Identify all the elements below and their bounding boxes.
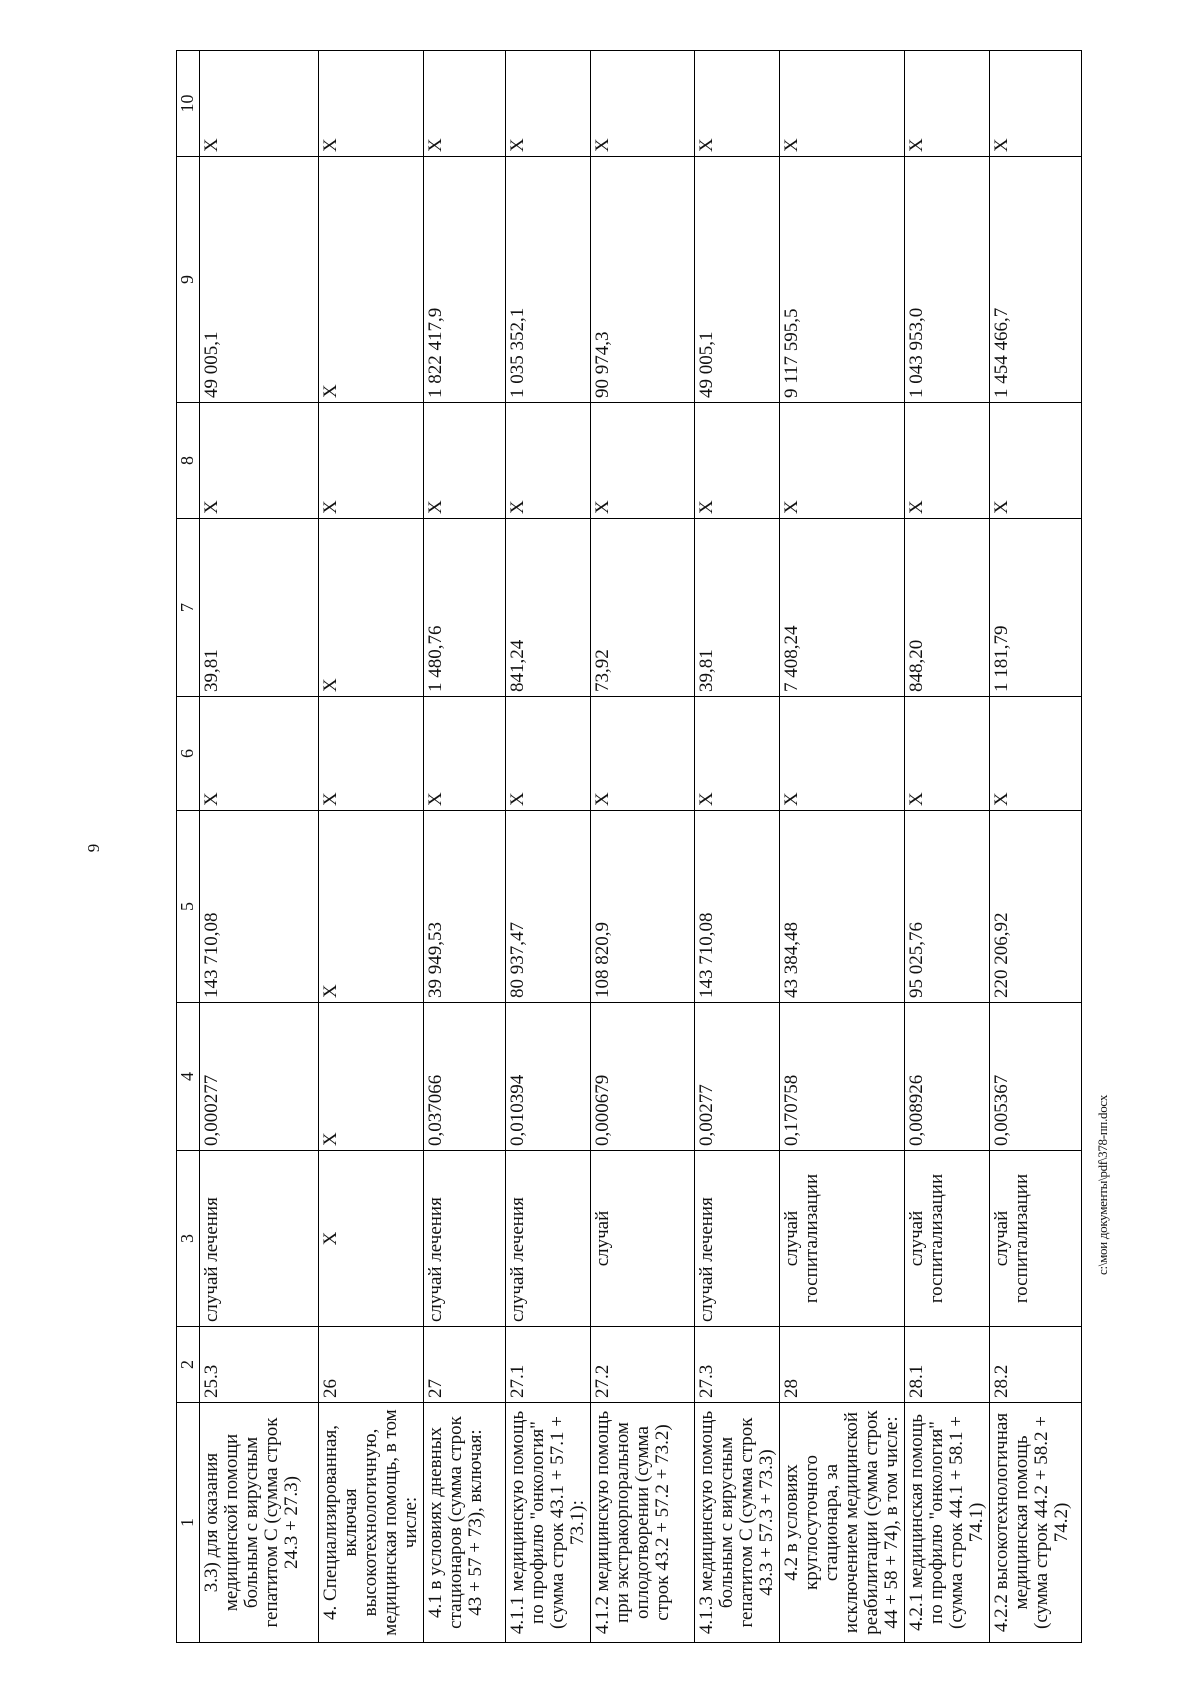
- cell-col9: 9 117 595,5: [780, 157, 905, 403]
- unit-of-measure: Х: [319, 1151, 424, 1327]
- cell-col7: 73,92: [591, 519, 695, 697]
- row-number: 27.2: [591, 1327, 695, 1403]
- cell-col4: 0,037066: [424, 1003, 506, 1151]
- cell-col10: Х: [695, 51, 780, 157]
- column-header: 1: [177, 1403, 200, 1643]
- cell-col10: Х: [780, 51, 905, 157]
- cell-col5: 143 710,08: [695, 811, 780, 1003]
- cell-col10: Х: [591, 51, 695, 157]
- row-number: 25.3: [200, 1327, 319, 1403]
- cell-col6: Х: [424, 697, 506, 811]
- cell-col4: 0,000277: [200, 1003, 319, 1151]
- cell-col6: Х: [200, 697, 319, 811]
- table-row: [780, 51, 905, 1643]
- cell-col8: Х: [506, 403, 591, 519]
- cell-col5: 95 025,76: [905, 811, 990, 1003]
- unit-of-measure: случай госпитализации: [990, 1151, 1082, 1327]
- cell-col4: 0,005367: [990, 1003, 1082, 1151]
- cell-col4: 0,010394: [506, 1003, 591, 1151]
- row-number: 27.3: [695, 1327, 780, 1403]
- cell-col5: 220 206,92: [990, 811, 1082, 1003]
- cell-col5: 108 820,9: [591, 811, 695, 1003]
- cell-col6: Х: [905, 697, 990, 811]
- table-row: [506, 51, 591, 1643]
- cell-col8: Х: [990, 403, 1082, 519]
- document-path-footer: c:\мои документы\pdf\378-пп.docx: [1095, 1094, 1110, 1275]
- cell-col7: 841,24: [506, 519, 591, 697]
- row-number: 26: [319, 1327, 424, 1403]
- unit-of-measure: случай лечения: [424, 1151, 506, 1327]
- row-description: 4.2.2 высокотехнологичная медицинская помощь (сумма строк 44.2 + 58.2 + 74.2): [990, 1403, 1082, 1643]
- column-header: 2: [177, 1327, 200, 1403]
- cell-col9: 90 974,3: [591, 157, 695, 403]
- unit-of-measure: случай лечения: [506, 1151, 591, 1327]
- cell-col7: 1 480,76: [424, 519, 506, 697]
- cell-col7: 7 408,24: [780, 519, 905, 697]
- row-description: 4.1.3 медицинскую помощь больным с вирусным гепатитом С (сумма строк 43.3 + 57.3 + 73.3): [695, 1403, 780, 1643]
- cell-col5: Х: [319, 811, 424, 1003]
- cell-col10: Х: [905, 51, 990, 157]
- cell-col8: Х: [424, 403, 506, 519]
- cell-col8: Х: [695, 403, 780, 519]
- cell-col7: 39,81: [695, 519, 780, 697]
- row-description: 3.3) для оказания медицинской помощи больным с вирусным гепатитом С (сумма строк 24.3 + 27.3): [200, 1403, 319, 1643]
- cell-col8: Х: [200, 403, 319, 519]
- table-header-row: [177, 51, 200, 1643]
- data-table: [176, 50, 1082, 1643]
- column-header: 4: [177, 1003, 200, 1151]
- cell-col7: 848,20: [905, 519, 990, 697]
- cell-col7: 39,81: [200, 519, 319, 697]
- cell-col10: Х: [990, 51, 1082, 157]
- row-description: 4.1.1 медицинскую помощь по профилю "онкология" (сумма строк 43.1 + 57.1 + 73.1):: [506, 1403, 591, 1643]
- cell-col4: 0,000679: [591, 1003, 695, 1151]
- column-header: 3: [177, 1151, 200, 1327]
- row-number: 28: [780, 1327, 905, 1403]
- cell-col9: 1 822 417,9: [424, 157, 506, 403]
- table-row: [905, 51, 990, 1643]
- unit-of-measure: случай госпитализации: [780, 1151, 905, 1327]
- cell-col9: 1 043 953,0: [905, 157, 990, 403]
- cell-col10: Х: [319, 51, 424, 157]
- cell-col7: 1 181,79: [990, 519, 1082, 697]
- row-description: 4.1.2 медицинскую помощь при экстракорпоральном оплодотворении (сумма строк 43.2 + 57.2 + 73.2): [591, 1403, 695, 1643]
- unit-of-measure: случай лечения: [695, 1151, 780, 1327]
- cell-col10: Х: [506, 51, 591, 157]
- table-row: [695, 51, 780, 1643]
- row-number: 28.2: [990, 1327, 1082, 1403]
- table-row: [200, 51, 319, 1643]
- column-header: 7: [177, 519, 200, 697]
- cell-col4: 0,008926: [905, 1003, 990, 1151]
- cell-col6: Х: [780, 697, 905, 811]
- cell-col6: Х: [695, 697, 780, 811]
- row-number: 27.1: [506, 1327, 591, 1403]
- cell-col8: Х: [780, 403, 905, 519]
- cell-col8: Х: [591, 403, 695, 519]
- table-row: [591, 51, 695, 1643]
- column-header: 9: [177, 157, 200, 403]
- row-number: 28.1: [905, 1327, 990, 1403]
- cell-col5: 143 710,08: [200, 811, 319, 1003]
- cell-col9: Х: [319, 157, 424, 403]
- table-row: [319, 51, 424, 1643]
- cell-col9: 1 035 352,1: [506, 157, 591, 403]
- cell-col8: Х: [319, 403, 424, 519]
- cell-col10: Х: [200, 51, 319, 157]
- column-header: 10: [177, 51, 200, 157]
- column-header: 8: [177, 403, 200, 519]
- cell-col9: 49 005,1: [200, 157, 319, 403]
- cell-col9: 1 454 466,7: [990, 157, 1082, 403]
- column-header: 5: [177, 811, 200, 1003]
- cell-col4: 0,170758: [780, 1003, 905, 1151]
- page-number: 9: [84, 843, 103, 853]
- unit-of-measure: случай госпитализации: [905, 1151, 990, 1327]
- cell-col7: Х: [319, 519, 424, 697]
- cell-col5: 43 384,48: [780, 811, 905, 1003]
- cell-col9: 49 005,1: [695, 157, 780, 403]
- cell-col5: 39 949,53: [424, 811, 506, 1003]
- column-header: 6: [177, 697, 200, 811]
- table-row: [424, 51, 506, 1643]
- cell-col6: Х: [319, 697, 424, 811]
- cell-col6: Х: [990, 697, 1082, 811]
- cell-col6: Х: [506, 697, 591, 811]
- row-description: 4. Специализированная, включая высокотехнологичную, медицинская помощь, в том числе:: [319, 1403, 424, 1643]
- cell-col4: Х: [319, 1003, 424, 1151]
- row-description: 4.1 в условиях дневных стационаров (сумма строк 43 + 57 + 73), включая:: [424, 1403, 506, 1643]
- cell-col8: Х: [905, 403, 990, 519]
- table-row: [990, 51, 1082, 1643]
- cell-col4: 0,00277: [695, 1003, 780, 1151]
- row-description: 4.2 в условиях круглосуточного стационара, за исключением медицинской реабилитации (сумма строк 44 + 58 + 74), в том числе:: [780, 1403, 905, 1643]
- row-number: 27: [424, 1327, 506, 1403]
- cell-col10: Х: [424, 51, 506, 157]
- cell-col5: 80 937,47: [506, 811, 591, 1003]
- cell-col6: Х: [591, 697, 695, 811]
- unit-of-measure: случай: [591, 1151, 695, 1327]
- row-description: 4.2.1 медицинская помощь по профилю "онкология" (сумма строк 44.1 + 58.1 + 74.1): [905, 1403, 990, 1643]
- unit-of-measure: случай лечения: [200, 1151, 319, 1327]
